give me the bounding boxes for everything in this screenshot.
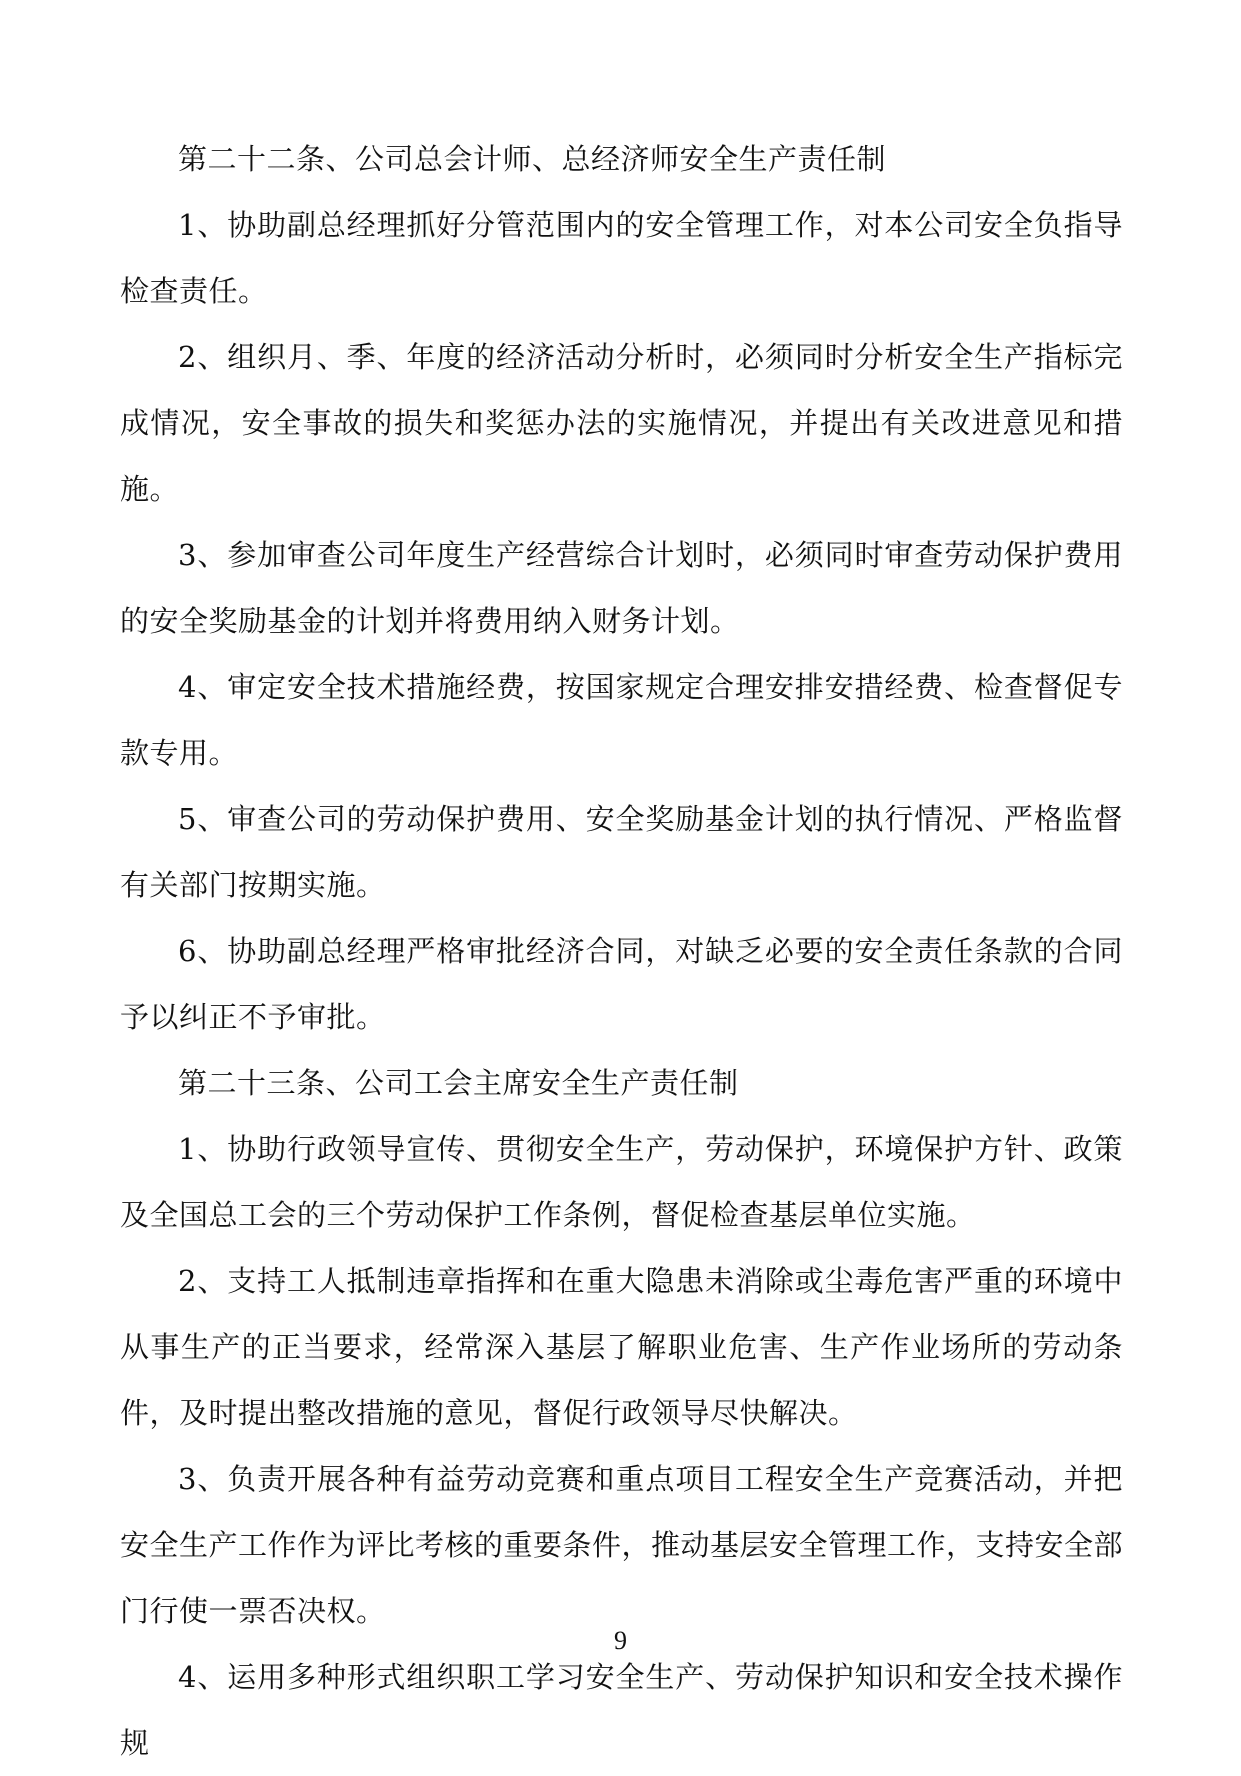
paragraph-item-2: 2、组织月、季、年度的经济活动分析时，必须同时分析安全生产指标完成情况，安全事故的损失和奖惩办法的实施情况，并提出有关改进意见和措施。 (120, 340, 1123, 506)
paragraph-item-4: 4、运用多种形式组织职工学习安全生产、劳动保护知识和安全技术操作规 (120, 1660, 1123, 1760)
section-heading-23: 第二十三条、公司工会主席安全生产责任制 (178, 1066, 739, 1100)
page-number: 9 (614, 1626, 627, 1655)
paragraph-item-1: 1、协助副总经理抓好分管范围内的安全管理工作，对本公司安全负指导检查责任。 (120, 208, 1123, 308)
section-heading-22: 第二十二条、公司总会计师、总经济师安全生产责任制 (178, 142, 887, 176)
paragraph-item-1: 1、协助行政领导宣传、贯彻安全生产，劳动保护，环境保护方针、政策及全国总工会的三个劳动保护工作条例，督促检查基层单位实施。 (120, 1132, 1123, 1232)
document-body (120, 126, 1123, 1776)
paragraph-item-3: 3、负责开展各种有益劳动竞赛和重点项目工程安全生产竞赛活动，并把安全生产工作作为评比考核的重要条件，推动基层安全管理工作，支持安全部门行使一票否决权。 (120, 1462, 1124, 1628)
paragraph-item-5: 5、审查公司的劳动保护费用、安全奖励基金计划的执行情况、严格监督有关部门按期实施。 (120, 802, 1123, 902)
paragraph-item-2: 2、支持工人抵制违章指挥和在重大隐患未消除或尘毒危害严重的环境中从事生产的正当要求，经常深入基层了解职业危害、生产作业场所的劳动条件，及时提出整改措施的意见，督促行政领导尽快解决。 (120, 1264, 1123, 1430)
paragraph-item-6: 6、协助副总经理严格审批经济合同，对缺乏必要的安全责任条款的合同予以纠正不予审批。 (120, 934, 1123, 1034)
paragraph-item-3: 3、参加审查公司年度生产经营综合计划时，必须同时审查劳动保护费用的安全奖励基金的计划并将费用纳入财务计划。 (120, 538, 1123, 638)
paragraph-item-4: 4、审定安全技术措施经费，按国家规定合理安排安措经费、检查督促专款专用。 (120, 670, 1123, 770)
